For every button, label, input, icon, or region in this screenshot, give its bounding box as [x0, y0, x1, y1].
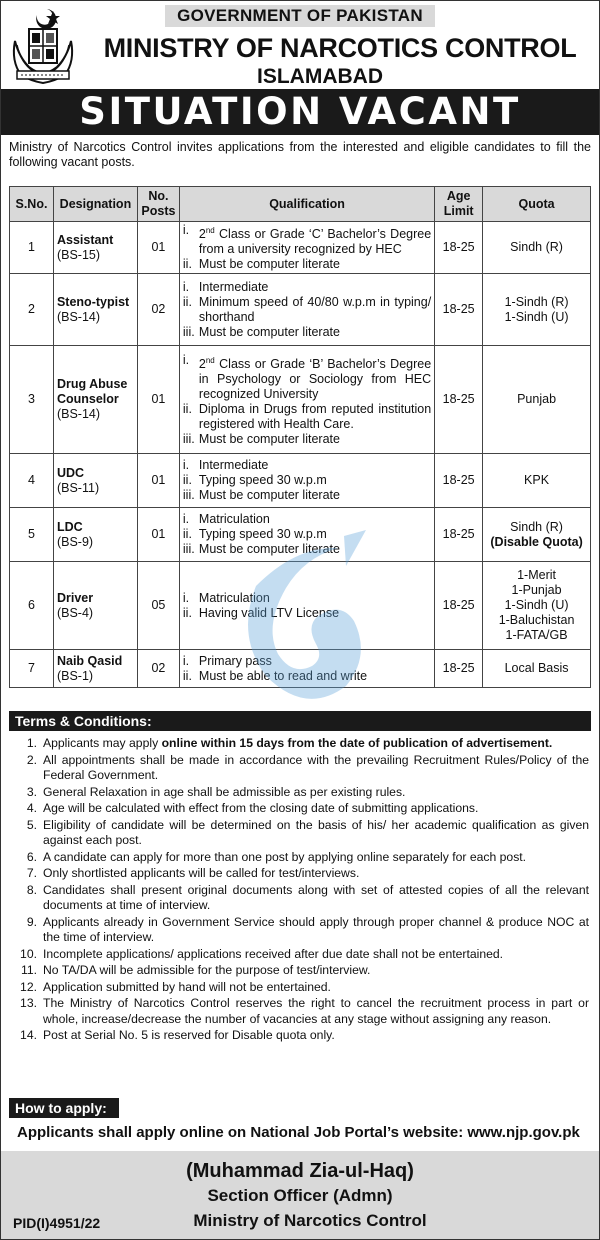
qualification-text [199, 402, 431, 432]
term-number: 3. [26, 784, 37, 799]
designation-scale: (BS-4) [56, 605, 94, 620]
qualification-text [199, 527, 431, 542]
cell-qualification [179, 274, 434, 346]
terms-list [9, 736, 589, 1045]
designation-title: LDC [56, 519, 83, 534]
term-text [43, 883, 589, 914]
term-item [9, 866, 589, 882]
qualification-number: iii. [182, 431, 195, 446]
qualification-number: ii. [182, 473, 192, 488]
cell-qualification [179, 562, 434, 650]
cell-age-limit: 18-25 [435, 222, 483, 274]
cell-sno: 7 [10, 650, 54, 688]
designation-title-line2: Counselor [56, 392, 119, 407]
qualification-body: Intermediate [198, 279, 269, 294]
qualification-text [199, 295, 431, 325]
term-item [9, 753, 589, 784]
qualification-item [183, 606, 431, 621]
cell-posts: 02 [137, 650, 179, 688]
cell-designation [53, 562, 137, 650]
table-row [10, 562, 591, 650]
quota-disable-note: (Disable Quota) [490, 534, 583, 549]
qualification-text [199, 223, 431, 257]
qualification-text [199, 606, 431, 621]
term-item [9, 883, 589, 914]
quota-line: Punjab [517, 392, 557, 407]
header [1, 1, 599, 89]
cell-sno: 6 [10, 562, 54, 650]
qualification-text [199, 257, 431, 272]
cell-sno: 2 [10, 274, 54, 346]
qualification-body: Class or Grade ‘C’ Bachelor’s Degree from a university recognized by HEC [198, 227, 432, 257]
qualification-number: i. [182, 352, 190, 367]
cell-designation [53, 508, 137, 562]
cell-posts: 05 [137, 562, 179, 650]
qualification-item [183, 402, 431, 432]
qualification-item [183, 223, 431, 257]
qualification-body: Must be computer literate [198, 431, 340, 446]
qualification-body: Primary pass [198, 653, 272, 668]
header-age-line1: Age [446, 189, 471, 203]
designation-scale: (BS-11) [56, 480, 100, 495]
cell-quota [483, 508, 591, 562]
cell-qualification [179, 222, 434, 274]
qualification-number: iii. [182, 488, 195, 503]
qualification-body: Diploma in Drugs from reputed institution registered with Health Care. [198, 401, 432, 431]
qualification-number: iii. [182, 324, 195, 339]
qualification-text [199, 542, 431, 557]
header-age-line2: Limit [443, 204, 474, 218]
term-text [43, 866, 589, 882]
term-text [43, 736, 589, 752]
cell-posts: 01 [137, 454, 179, 508]
qualification-item [183, 353, 431, 402]
cell-quota [483, 562, 591, 650]
qualification-item [183, 325, 431, 340]
qualification-text [199, 353, 431, 402]
cell-age-limit: 18-25 [435, 562, 483, 650]
term-text [43, 801, 589, 817]
term-number: 5. [26, 817, 37, 832]
designation-title: UDC [56, 465, 85, 480]
qualification-body: Class or Grade ‘B’ Bachelor’s Degree in Psychology or Sociology from HEC recognized University [198, 356, 432, 401]
quota-line: 1-Sindh (R) [504, 294, 569, 309]
qualification-number: i. [182, 590, 190, 605]
quota-line: 1-Punjab [511, 583, 562, 598]
term-item [9, 996, 589, 1027]
designation-title: Naib Qasid [56, 653, 123, 668]
intro-paragraph: Ministry of Narcotics Control invites applications from the interested and eligible candidates to fill the following vacant posts. [9, 140, 591, 169]
qualification-text [199, 488, 431, 503]
quota-line: 1-Sindh (U) [504, 309, 569, 324]
term-number: 4. [26, 801, 37, 815]
term-text [43, 996, 589, 1027]
city-label: ISLAMABAD [257, 65, 383, 88]
designation-scale: (BS-1) [56, 668, 94, 683]
qualification-text [199, 325, 431, 340]
table-row [10, 346, 591, 454]
cell-posts: 01 [137, 508, 179, 562]
signatory-name: (Muhammad Zia-ul-Haq) [186, 1160, 414, 1182]
qualification-ordinal: 2 [198, 227, 206, 242]
qualification-item [183, 542, 431, 557]
qualification-item [183, 280, 431, 295]
table-row [10, 454, 591, 508]
quota-line: Local Basis [504, 661, 569, 676]
cell-posts: 02 [137, 274, 179, 346]
header-posts-line2: Posts [141, 204, 176, 218]
cell-sno: 5 [10, 508, 54, 562]
designation-scale: (BS-14) [56, 407, 101, 422]
term-text-body: Post at Serial No. 5 is reserved for Disable quota only. [43, 1028, 335, 1042]
cell-qualification [179, 454, 434, 508]
qualification-body: Having valid LTV License [198, 605, 340, 620]
qualification-body: Intermediate [198, 458, 269, 473]
qualification-number: ii. [182, 668, 192, 683]
header-quota: Quota [483, 187, 591, 222]
cell-quota [483, 222, 591, 274]
qualification-text [199, 473, 431, 488]
qualification-body: Must be able to read and write [198, 668, 368, 683]
qualification-item [183, 669, 431, 684]
qualification-body: Must be computer literate [198, 542, 340, 557]
cell-age-limit: 18-25 [435, 508, 483, 562]
cell-designation [53, 346, 137, 454]
term-text-body: The Ministry of Narcotics Control reserves the right to cancel the recruitment process in part or whole, increase/decrease the number of vacancies at any stage without assigning any reason. [43, 996, 589, 1026]
term-text-body: No TA/DA will be admissible for the purpose of test/interview. [43, 963, 371, 977]
term-text [43, 947, 589, 963]
term-text-body: Eligibility of candidate will be determined on the basis of his/ her academic qualification as given against each post. [43, 817, 589, 847]
qualification-number: iii. [182, 542, 195, 557]
government-label: GOVERNMENT OF PAKISTAN [165, 5, 435, 27]
cell-age-limit: 18-25 [435, 454, 483, 508]
qualification-item [183, 654, 431, 669]
qualification-number: ii. [182, 527, 192, 542]
header-age [435, 187, 483, 222]
term-text [43, 818, 589, 849]
qualification-item [183, 512, 431, 527]
signatory-designation: Section Officer (Admn) [207, 1186, 393, 1205]
qualification-number: i. [182, 653, 190, 668]
qualification-ordinal: 2 [198, 356, 206, 371]
term-number: 10. [20, 946, 37, 961]
qualification-text [199, 432, 431, 447]
qualification-ordinal-suffix: nd [205, 226, 215, 235]
cell-designation [53, 650, 137, 688]
qualification-number: i. [182, 279, 190, 294]
qualification-number: i. [182, 458, 190, 473]
quota-line: KPK [524, 473, 550, 488]
quota-line: 1-FATA/GB [505, 628, 568, 643]
how-to-apply-heading: How to apply: [9, 1098, 119, 1118]
qualification-item [183, 488, 431, 503]
table-row [10, 274, 591, 346]
cell-quota [483, 274, 591, 346]
cell-age-limit: 18-25 [435, 274, 483, 346]
cell-sno: 1 [10, 222, 54, 274]
qualification-text [199, 654, 431, 669]
designation-title: Assistant [56, 232, 114, 247]
quota-line: 1-Sindh (U) [504, 598, 569, 613]
term-number: 11. [20, 963, 37, 977]
qualification-number: ii. [182, 605, 192, 620]
qualification-body: Matriculation [198, 512, 270, 527]
term-number: 6. [26, 849, 37, 864]
term-number: 7. [26, 866, 37, 880]
term-item [9, 947, 589, 963]
term-number: 9. [26, 914, 37, 929]
quota-line: 1-Baluchistan [498, 613, 575, 628]
signatory-office: Ministry of Narcotics Control [193, 1211, 427, 1230]
qualification-item [183, 432, 431, 447]
header-designation: Designation [53, 187, 137, 222]
term-text-body: Application submitted by hand will not be entertained. [43, 979, 331, 994]
qualification-text [199, 591, 431, 606]
term-text-body: Candidates shall present original documents along with set of attested copies of all the relevant documents at time of interview. [43, 882, 589, 912]
term-text [43, 785, 589, 801]
term-text-body: General Relaxation in age shall be admissible as per existing rules. [43, 784, 406, 799]
header-posts-line1: No. [148, 189, 169, 203]
cell-designation [53, 274, 137, 346]
cell-age-limit: 18-25 [435, 346, 483, 454]
term-number: 1. [26, 736, 37, 750]
designation-title: Steno-typist [56, 294, 130, 309]
term-item [9, 1028, 589, 1044]
designation-scale: (BS-14) [56, 309, 101, 324]
qualification-text [199, 458, 431, 473]
qualification-body: Typing speed 30 w.p.m [198, 473, 327, 488]
qualification-item [183, 473, 431, 488]
table-row [10, 508, 591, 562]
qualification-ordinal-suffix: nd [205, 355, 215, 365]
term-text-bold: online within 15 days from the date of publication of advertisement. [161, 736, 553, 750]
cell-sno: 4 [10, 454, 54, 508]
pid-number: PID(I)4951/22 [13, 1215, 101, 1231]
qualification-number: ii. [182, 401, 192, 416]
qualification-item [183, 257, 431, 272]
cell-age-limit: 18-25 [435, 650, 483, 688]
term-text-body: Age will be calculated with effect from the closing date of submitting applications. [43, 801, 479, 815]
cell-qualification [179, 346, 434, 454]
term-item [9, 980, 589, 996]
designation-title: Drug Abuse [56, 377, 128, 392]
how-to-apply-text: Applicants shall apply online on National Job Portal’s website: www.njp.gov.pk [17, 1124, 580, 1141]
term-text [43, 753, 589, 784]
cell-posts: 01 [137, 222, 179, 274]
cell-designation [53, 454, 137, 508]
term-number: 2. [26, 752, 37, 767]
qualification-text [199, 669, 431, 684]
term-item [9, 736, 589, 752]
designation-scale: (BS-15) [56, 247, 101, 262]
table-header-row [10, 187, 591, 222]
cell-qualification [179, 650, 434, 688]
term-text [43, 963, 589, 979]
term-text-body: Applicants already in Government Service should apply through proper channel & produce NOC at the time of interview. [43, 914, 589, 944]
term-item [9, 850, 589, 866]
term-number: 14. [20, 1028, 37, 1042]
term-text-body: Incomplete applications/ applications received after due date shall not be entertained. [43, 946, 504, 961]
term-item [9, 801, 589, 817]
term-text [43, 915, 589, 946]
qualification-text [199, 280, 431, 295]
table-body [10, 222, 591, 688]
cell-designation [53, 222, 137, 274]
quota-line: 1-Merit [517, 568, 557, 583]
cell-qualification [179, 508, 434, 562]
term-text-body: A candidate can apply for more than one post by applying online separately for each post. [43, 849, 527, 864]
term-number: 8. [26, 882, 37, 897]
qualification-body: Minimum speed of 40/80 w.p.m in typing/ shorthand [198, 294, 432, 324]
quota-line: Sindh (R) [510, 519, 563, 534]
qualification-number: ii. [182, 294, 192, 309]
qualification-body: Must be computer literate [198, 324, 340, 339]
term-text [43, 980, 589, 996]
term-text-lead: Applicants may apply [43, 736, 162, 750]
qualification-number: i. [182, 512, 190, 527]
qualification-item [183, 527, 431, 542]
government-label-wrap [1, 5, 599, 27]
vacancies-table [9, 186, 591, 688]
designation-title: Driver [56, 590, 94, 605]
cell-posts: 01 [137, 346, 179, 454]
qualification-body: Matriculation [198, 590, 270, 605]
cell-sno: 3 [10, 346, 54, 454]
qualification-text [199, 512, 431, 527]
term-item [9, 785, 589, 801]
qualification-item [183, 295, 431, 325]
qualification-number: ii. [182, 257, 192, 272]
term-text-body: All appointments shall be made in accordance with the prevailing Recruitment Rules/Policy of the Federal Government. [43, 752, 589, 782]
footer [1, 1151, 599, 1239]
terms-heading: Terms & Conditions: [9, 711, 591, 731]
qualification-number: i. [182, 223, 190, 237]
table-row [10, 222, 591, 274]
header-posts [137, 187, 179, 222]
term-text-body: Only shortlisted applicants will be called for test/interviews. [43, 866, 360, 880]
term-text [43, 1028, 589, 1044]
qualification-body: Must be computer literate [198, 488, 340, 503]
ministry-title: MINISTRY OF NARCOTICS CONTROL [103, 33, 577, 63]
term-number: 13. [20, 996, 37, 1010]
term-number: 12. [20, 979, 37, 994]
cell-quota [483, 454, 591, 508]
cell-quota [483, 346, 591, 454]
term-item [9, 818, 589, 849]
term-item [9, 915, 589, 946]
table-row [10, 650, 591, 688]
term-text [43, 850, 589, 866]
situation-vacant-banner: SITUATION VACANT [1, 89, 599, 135]
header-qualification: Qualification [179, 187, 434, 222]
qualification-item [183, 458, 431, 473]
term-item [9, 963, 589, 979]
cell-quota [483, 650, 591, 688]
qualification-item [183, 591, 431, 606]
quota-line: Sindh (R) [510, 240, 563, 255]
qualification-body: Typing speed 30 w.p.m [198, 527, 327, 542]
designation-scale: (BS-9) [56, 534, 94, 549]
qualification-body: Must be computer literate [198, 257, 340, 272]
header-sno: S.No. [10, 187, 54, 222]
